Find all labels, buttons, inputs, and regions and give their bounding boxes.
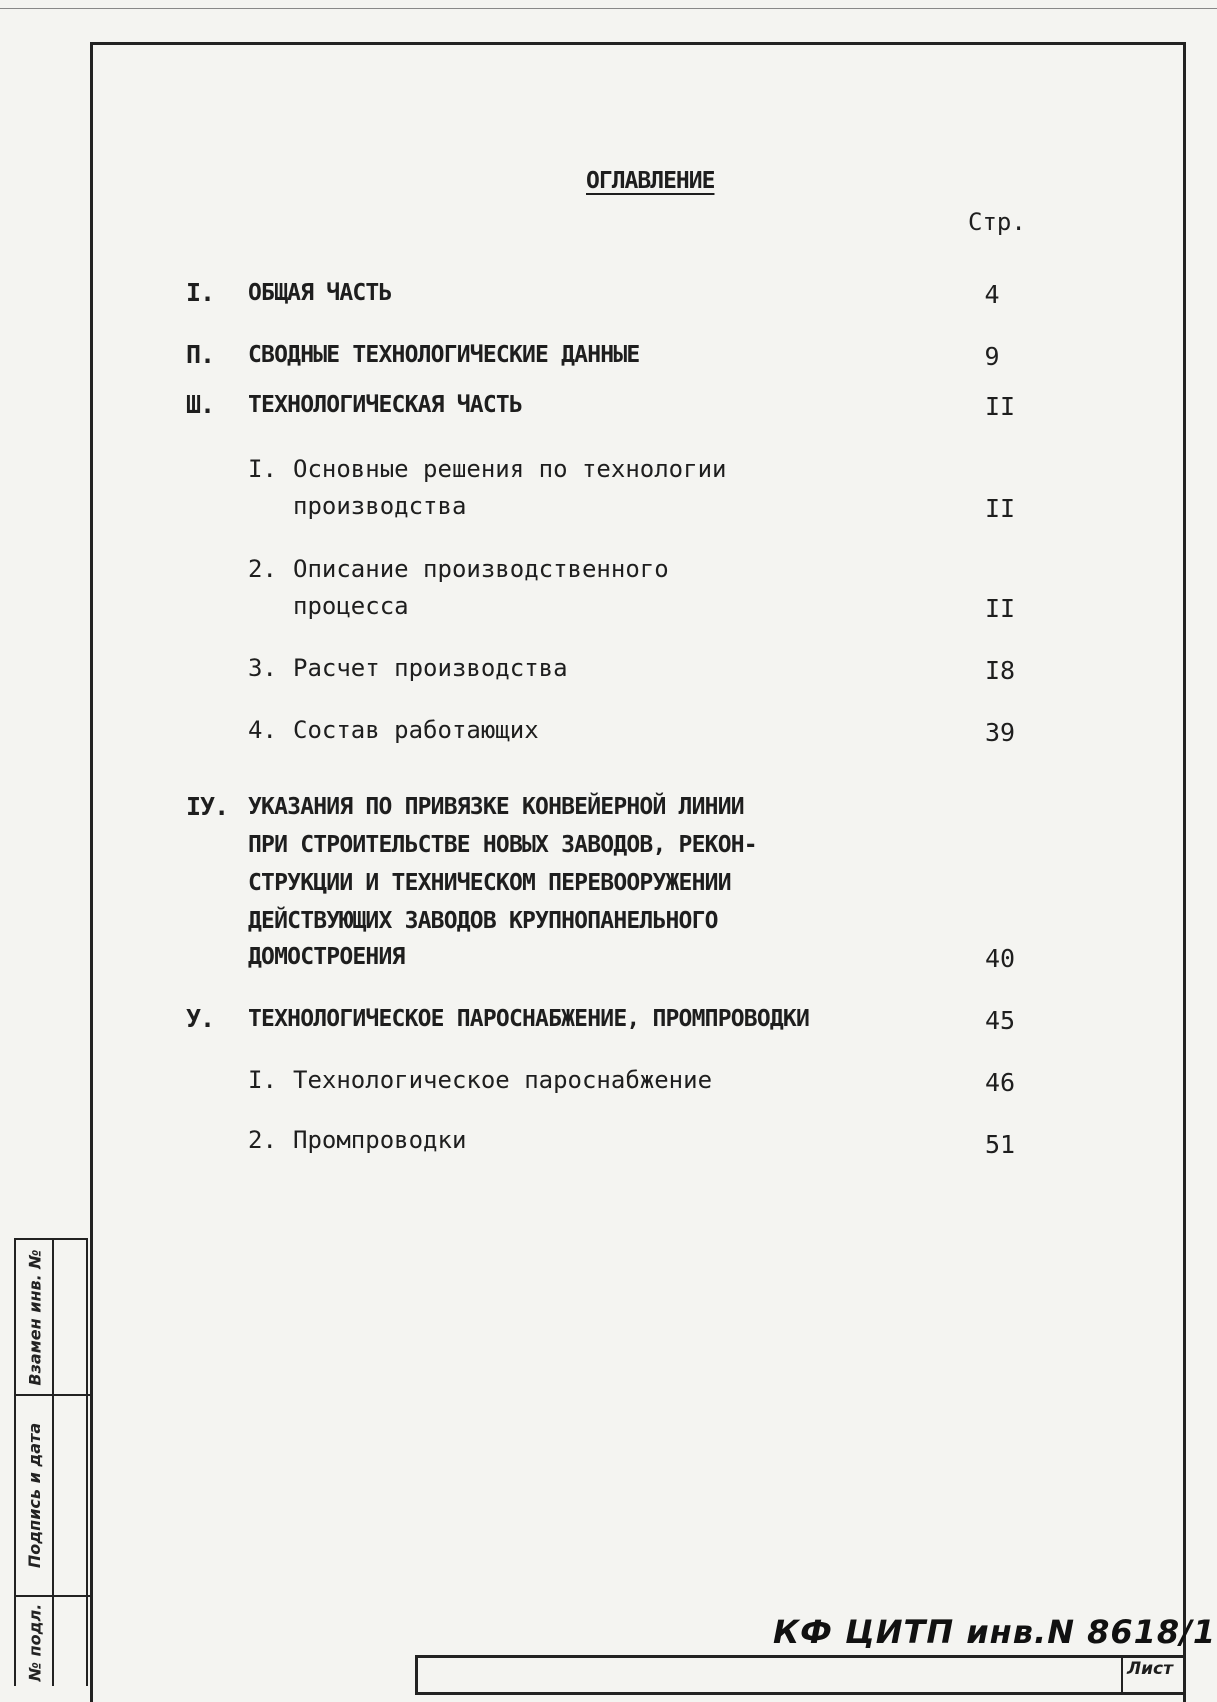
signature-date-label: Подпись и дата <box>25 1422 45 1569</box>
toc-title: Описание производственного <box>293 555 669 583</box>
toc-num: IУ. <box>186 792 229 821</box>
toc-title: производства <box>293 492 467 520</box>
toc-num: 2. <box>248 555 277 583</box>
toc-page: 46 <box>984 1068 1016 1097</box>
toc-title: ДОМОСТРОЕНИЯ <box>248 944 405 970</box>
toc-num: 2. <box>248 1126 277 1154</box>
inventory-stamp: КФ ЦИТП инв.N 8618/1 <box>773 1613 1217 1651</box>
toc-page: 4 <box>984 280 1000 309</box>
toc-title: ТЕХНОЛОГИЧЕСКОЕ ПАРОСНАБЖЕНИЕ, ПРОМПРОВОДКИ <box>248 1006 810 1032</box>
toc-page: II <box>984 494 1016 523</box>
toc-page: II <box>984 594 1016 623</box>
replaces-inv-label: Взамен инв. № <box>25 1248 45 1386</box>
toc-page: 45 <box>984 1006 1016 1035</box>
sheet-label: Лист <box>1121 1655 1186 1695</box>
toc-num: 3. <box>248 654 277 682</box>
top-scan-edge <box>0 8 1217 9</box>
side-stamp-divider <box>52 1240 54 1686</box>
toc-title: ПРИ СТРОИТЕЛЬСТВЕ НОВЫХ ЗАВОДОВ, РЕКОН- <box>248 832 757 858</box>
toc-title: Технологическое пароснабжение <box>293 1066 713 1094</box>
inv-no-label: № подл. <box>25 1603 45 1682</box>
toc-title: Расчет производства <box>293 654 568 682</box>
toc-num: Ш. <box>186 390 215 419</box>
toc-num: I. <box>248 455 277 483</box>
toc-page: I8 <box>984 656 1016 685</box>
toc-page: II <box>984 392 1016 421</box>
title-block <box>415 1655 1186 1695</box>
toc-title: СВОДНЫЕ ТЕХНОЛОГИЧЕСКИЕ ДАННЫЕ <box>248 342 640 368</box>
toc-title: ДЕЙСТВУЮЩИХ ЗАВОДОВ КРУПНОПАНЕЛЬНОГО <box>248 908 718 934</box>
toc-title: УКАЗАНИЯ ПО ПРИВЯЗКЕ КОНВЕЙЕРНОЙ ЛИНИИ <box>248 794 744 820</box>
toc-title: ОБЩАЯ ЧАСТЬ <box>248 280 392 306</box>
toc-page: 40 <box>984 944 1016 973</box>
toc-num: 4. <box>248 716 277 744</box>
toc-title: ТЕХНОЛОГИЧЕСКАЯ ЧАСТЬ <box>248 392 522 418</box>
side-stamp <box>14 1238 88 1686</box>
page-column-header: Стр. <box>968 208 1026 236</box>
toc-num: П. <box>186 340 215 369</box>
toc-title: Состав работающих <box>293 716 539 744</box>
toc-page: 51 <box>984 1130 1016 1159</box>
toc-page: 9 <box>984 342 1000 371</box>
toc-title: СТРУКЦИИ И ТЕХНИЧЕСКОМ ПЕРЕВООРУЖЕНИИ <box>248 870 731 896</box>
toc-title: процесса <box>293 592 409 620</box>
toc-num: I. <box>248 1066 277 1094</box>
toc-num: У. <box>186 1004 215 1033</box>
toc-title: Промпроводки <box>293 1126 467 1154</box>
toc-title: Основные решения по технологии <box>293 455 727 483</box>
toc-page: 39 <box>984 718 1016 747</box>
toc-num: I. <box>186 278 215 307</box>
document-title: ОГЛАВЛЕНИЕ <box>586 168 715 194</box>
